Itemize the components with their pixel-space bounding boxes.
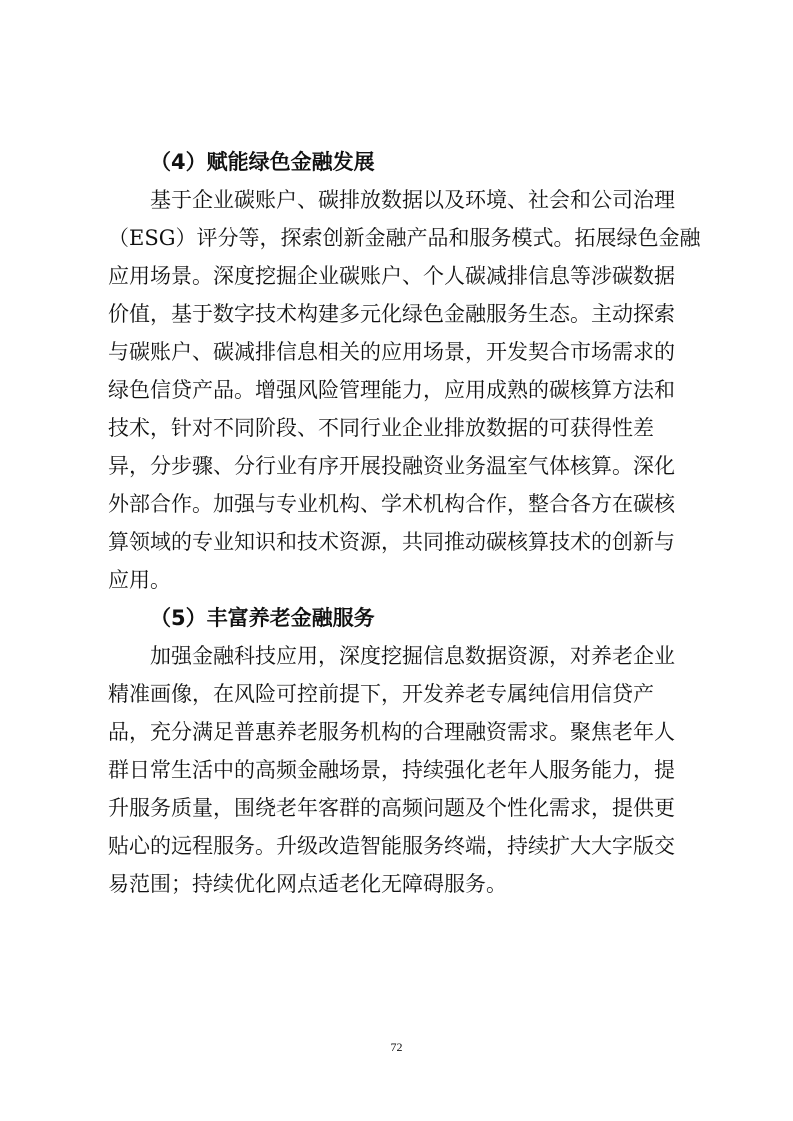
section-5-heading: （5）丰富养老金融服务 <box>150 606 375 630</box>
section-4-line-3: 应用场景。深度挖掘企业碳账户、个人碳减排信息等涉碳数据 <box>108 264 675 288</box>
section-4-line-2: （ESG）评分等，探索创新金融产品和服务模式。拓展绿色金融 <box>108 226 701 250</box>
section-4-line-9: 外部合作。加强与专业机构、学术机构合作，整合各方在碳核 <box>108 492 675 516</box>
section-5-line-1: 加强金融科技应用，深度挖掘信息数据资源，对养老企业 <box>150 644 675 668</box>
section-5-line-5: 升服务质量，围绕老年客群的高频问题及个性化需求，提供更 <box>108 796 675 820</box>
page-number: 72 <box>390 1040 403 1054</box>
section-4-line-5: 与碳账户、碳减排信息相关的应用场景，开发契合市场需求的 <box>108 340 675 364</box>
section-4-line-1: 基于企业碳账户、碳排放数据以及环境、社会和公司治理 <box>150 188 675 212</box>
section-5-line-3: 品，充分满足普惠养老服务机构的合理融资需求。聚焦老年人 <box>108 720 675 744</box>
section-5-line-7: 易范围；持续优化网点适老化无障碍服务。 <box>108 872 507 896</box>
section-4-line-4: 价值，基于数字技术构建多元化绿色金融服务生态。主动探索 <box>108 302 675 326</box>
section-4-line-7: 技术，针对不同阶段、不同行业企业排放数据的可获得性差 <box>108 416 654 440</box>
section-4-line-11: 应用。 <box>108 568 171 592</box>
section-5-line-4: 群日常生活中的高频金融场景，持续强化老年人服务能力，提 <box>108 758 675 782</box>
section-4-line-6: 绿色信贷产品。增强风险管理能力，应用成熟的碳核算方法和 <box>108 378 675 402</box>
section-4-line-8: 异，分步骤、分行业有序开展投融资业务温室气体核算。深化 <box>108 454 675 478</box>
section-4-heading: （4）赋能绿色金融发展 <box>150 150 375 174</box>
section-5-line-6: 贴心的远程服务。升级改造智能服务终端，持续扩大大字版交 <box>108 834 675 858</box>
section-4-line-10: 算领域的专业知识和技术资源，共同推动碳核算技术的创新与 <box>108 530 675 554</box>
section-5-line-2: 精准画像，在风险可控前提下，开发养老专属纯信用信贷产 <box>108 682 654 706</box>
